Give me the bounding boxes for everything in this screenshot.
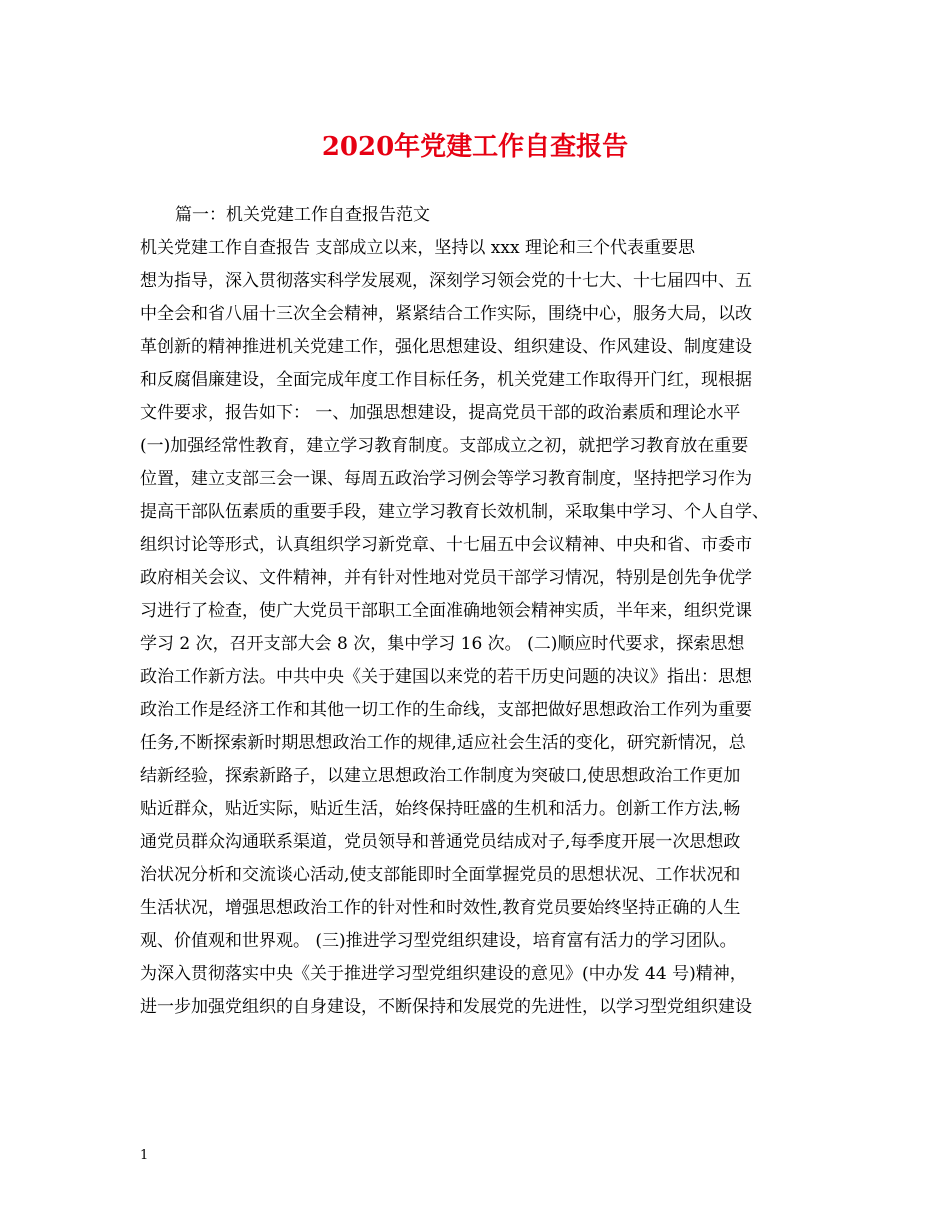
- body-line: 观、价值观和世界观。 (三)推进学习型党组织建设，培育富有活力的学习团队。: [140, 931, 737, 951]
- page-number: 1: [140, 1148, 149, 1163]
- section-heading: 篇一：机关党建工作自查报告范文: [175, 205, 430, 225]
- body-line: 组织讨论等形式，认真组织学习新党章、十七届五中会议精神、中央和省、市委市: [140, 535, 752, 555]
- document-title: 2020年党建工作自查报告: [321, 132, 629, 162]
- body-line: 革创新的精神推进机关党建工作，强化思想建设、组织建设、作风建设、制度建设: [140, 337, 752, 357]
- body-line: 中全会和省八届十三次全会精神，紧紧结合工作实际，围绕中心，服务大局，以改: [140, 304, 752, 324]
- body-line: 提高干部队伍素质的重要手段，建立学习教育长效机制，采取集中学习、个人自学、: [140, 502, 769, 522]
- body-line: 贴近群众，贴近实际，贴近生活，始终保持旺盛的生机和活力。创新工作方法,畅: [140, 799, 741, 819]
- body-line: 习进行了检查，使广大党员干部职工全面准确地领会精神实质，半年来，组织党课: [140, 601, 752, 621]
- body-line: (一)加强经常性教育，建立学习教育制度。支部成立之初，就把学习教育放在重要: [140, 436, 749, 456]
- body-line: 治状况分析和交流谈心活动,使支部能即时全面掌握党员的思想状况、工作状况和: [140, 865, 741, 885]
- body-line: 结新经验，探索新路子，以建立思想政治工作制度为突破口,使思想政治工作更加: [140, 766, 741, 786]
- body-line: 政治工作新方法。中共中央《关于建国以来党的若干历史问题的决议》指出：思想: [140, 667, 752, 687]
- body-line: 生活状况，增强思想政治工作的针对性和时效性,教育党员要始终坚持正确的人生: [140, 898, 741, 918]
- body-line: 学习 2 次，召开支部大会 8 次，集中学习 16 次。 (二)顺应时代要求，探索思想: [140, 634, 745, 654]
- body-line: 和反腐倡廉建设，全面完成年度工作目标任务，机关党建工作取得开门红，现根据: [140, 370, 752, 390]
- body-line: 政治工作是经济工作和其他一切工作的生命线，支部把做好思想政治工作列为重要: [140, 700, 752, 720]
- body-line: 想为指导，深入贯彻落实科学发展观，深刻学习领会党的十七大、十七届四中、五: [140, 271, 752, 291]
- body-line: 为深入贯彻落实中央《关于推进学习型党组织建设的意见》(中办发 44 号)精神，: [140, 964, 747, 984]
- body-line: 进一步加强党组织的自身建设，不断保持和发展党的先进性，以学习型党组织建设: [140, 997, 752, 1017]
- body-line: 机关党建工作自查报告 支部成立以来，坚持以 xxx 理论和三个代表重要思: [140, 238, 695, 258]
- body-line: 政府相关会议、文件精神，并有针对性地对党员干部学习情况，特别是创先争优学: [140, 568, 752, 588]
- body-line: 任务,不断探索新时期思想政治工作的规律,适应社会生活的变化，研究新情况，总: [140, 733, 746, 753]
- body-line: 位置，建立支部三会一课、每周五政治学习例会等学习教育制度，坚持把学习作为: [140, 469, 752, 489]
- body-line: 通党员群众沟通联系渠道，党员领导和普通党员结成对子,每季度开展一次思想政: [140, 832, 741, 852]
- body-text: [140, 232, 820, 1024]
- body-line: 文件要求，报告如下： 一、加强思想建设，提高党员干部的政治素质和理论水平: [140, 403, 741, 423]
